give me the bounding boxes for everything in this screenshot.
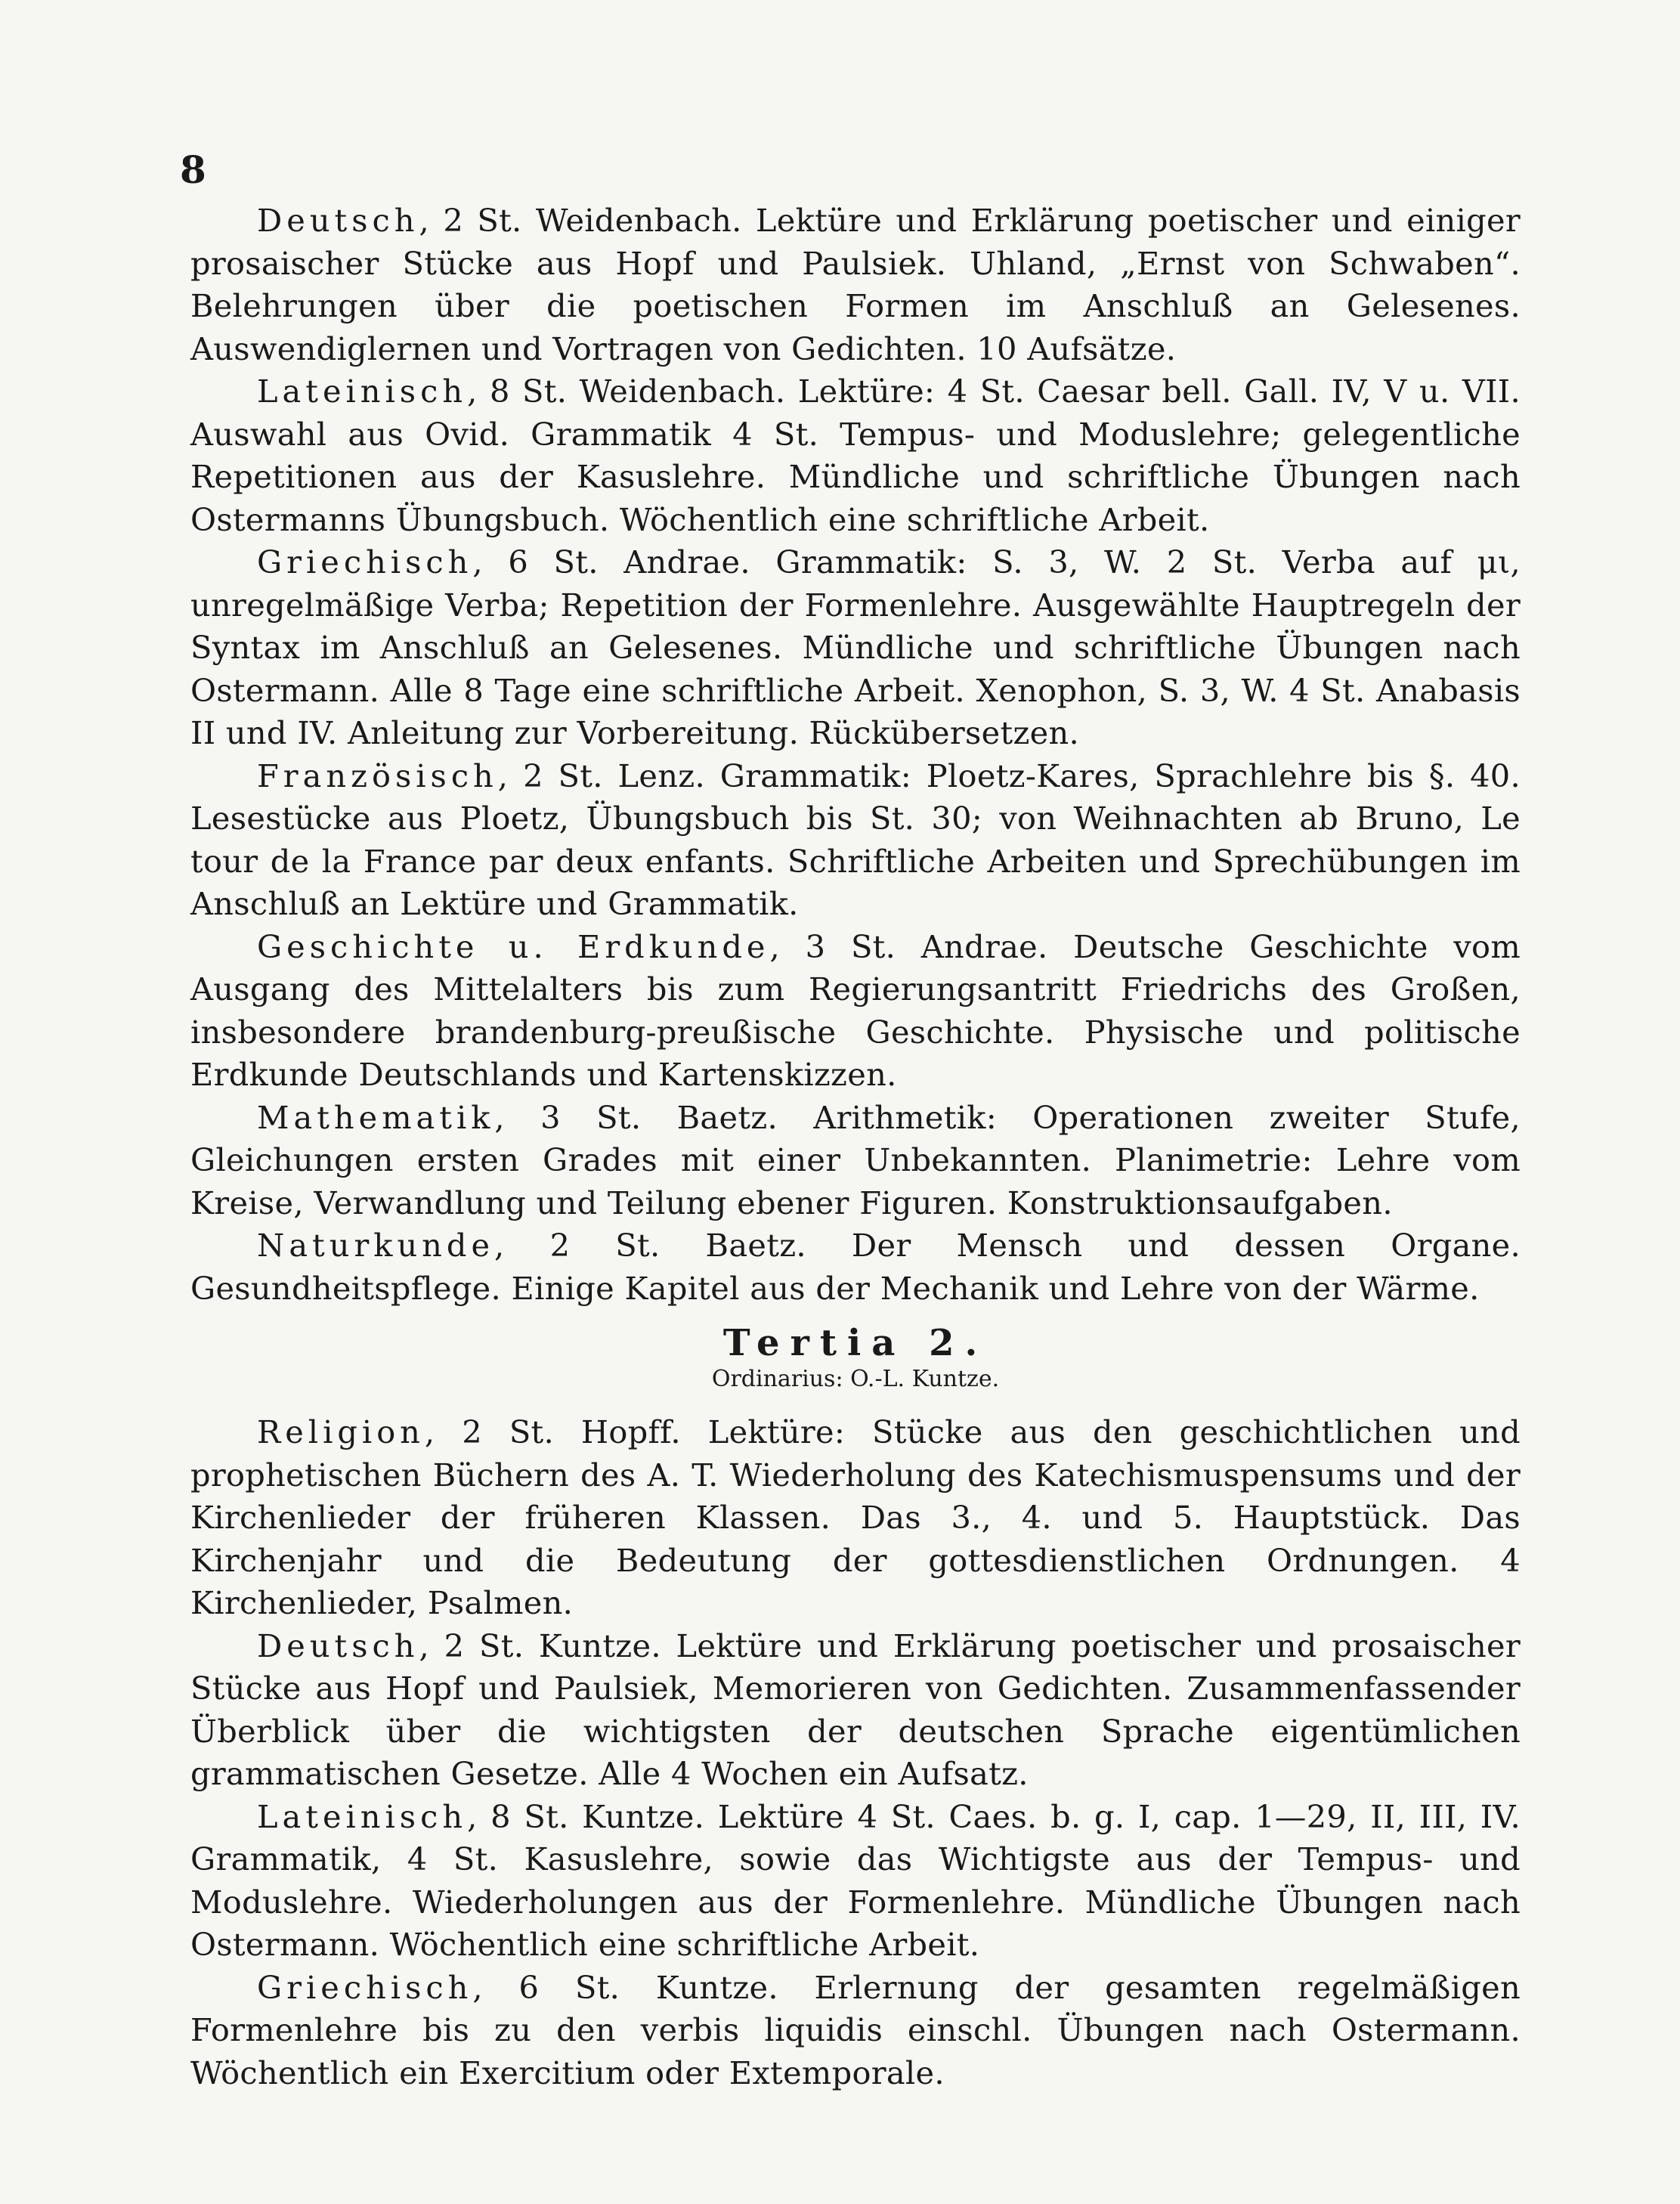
paragraph — [190, 1796, 1521, 1967]
paragraph — [190, 370, 1521, 541]
paragraph — [190, 1967, 1521, 2095]
paragraph-group-after — [190, 1411, 1521, 2094]
paragraph — [190, 541, 1521, 755]
paragraph-group-before — [190, 200, 1521, 1310]
paragraph — [190, 1097, 1521, 1225]
paragraph-text: , 8 St. Weidenbach. Lektüre: 4 St. Caesar bell. Gall. IV, V u. VII. Auswahl aus Ovid. Grammatik 4 St. Tempus- und Moduslehre; gelegentliche Repetitionen aus der Kasuslehre. Mündliche und schriftliche Übungen nach Ostermanns Übungsbuch. Wöchentlich eine schriftliche Arbeit. — [190, 373, 1521, 538]
paragraph — [190, 1625, 1521, 1796]
paragraph-text: , 2 St. Baetz. Der Mensch und dessen Organe. Gesundheitspflege. Einige Kapitel aus der Mechanik und Lehre von der Wärme. — [190, 1227, 1521, 1307]
paragraph-text: , 6 St. Kuntze. Erlernung der gesamten regelmäßigen Formenlehre bis zu den verbis liquidis einschl. Übungen nach Ostermann. Wöchentlich ein Exercitium oder Extemporale. — [190, 1968, 1521, 2091]
paragraph-text: , 2 St. Weidenbach. Lektüre und Erklärung poetischer und einiger prosaischer Stücke aus Hopf und Paulsiek. Uhland, „Ernst von Schwaben“. Belehrungen über die poetischen Formen im Anschluß an Gelesenes. Auswendiglernen und Vortragen von Gedichten. 10 Aufsätze. — [190, 202, 1521, 367]
section-title: Tertia 2. — [722, 1322, 989, 1364]
section-header — [190, 1322, 1521, 1395]
subject-heading: Deutsch — [257, 202, 419, 239]
subject-heading: Religion — [257, 1413, 425, 1450]
paragraph-text: , 2 St. Lenz. Grammatik: Ploetz-Kares, Sprachlehre bis §. 40. Lesestücke aus Ploetz, Übungsbuch bis St. 30; von Weihnachten ab Bruno, Le tour de la France par deux enfants. Schriftliche Arbeiten und Sprechübungen im Anschluß an Lektüre und Grammatik. — [190, 757, 1521, 922]
section-subtitle: Ordinarius: O.-L. Kuntze. — [711, 1366, 1000, 1392]
subject-heading: Griechisch — [257, 1968, 473, 2006]
paragraph-text: , 2 St. Kuntze. Lektüre und Erklärung poetischer und prosaischer Stücke aus Hopf und Paulsiek, Memorieren von Gedichten. Zusammenfassender Überblick über die wichtigsten der deutschen Sprache eigentümlichen grammatischen Gesetze. Alle 4 Wochen ein Aufsatz. — [190, 1627, 1521, 1792]
paragraph-text: , 2 St. Hopff. Lektüre: Stücke aus den geschichtlichen und prophetischen Büchern des A. T. Wiederholung des Katechismuspensums und der Kirchenlieder der früheren Klassen. Das 3., 4. und 5. Hauptstück. Das Kirchenjahr und die Bedeutung der gottesdienstlichen Ordnungen. 4 Kirchenlieder, Psalmen. — [190, 1413, 1521, 1621]
subject-heading: Deutsch — [257, 1627, 419, 1664]
paragraph — [190, 755, 1521, 926]
paragraph — [190, 1224, 1521, 1310]
subject-heading: Lateinisch — [257, 1797, 468, 1835]
paragraph — [190, 1411, 1521, 1625]
paragraph — [190, 200, 1521, 370]
text-body — [190, 200, 1521, 2094]
paragraph-text: , 6 St. Andrae. Grammatik: S. 3, W. 2 St. Verba auf μι, unregelmäßige Verba; Repetition der Formenlehre. Ausgewählte Hauptregeln der Syntax im Anschluß an Gelesenes. Mündliche und schriftliche Übungen nach Ostermann. Alle 8 Tage eine schriftliche Arbeit. Xenophon, S. 3, W. 4 St. Anabasis II und IV. Anleitung zur Vorbereitung. Rückübersetzen. — [190, 543, 1521, 751]
paragraph-text: , 8 St. Kuntze. Lektüre 4 St. Caes. b. g. I, cap. 1—29, II, III, IV. Grammatik, 4 St. Kasuslehre, sowie das Wichtigste aus der Tempus- und Moduslehre. Wiederholungen aus der Formenlehre. Mündliche Übungen nach Ostermann. Wöchentlich eine schriftliche Arbeit. — [190, 1797, 1521, 1963]
paragraph-text: , 3 St. Andrae. Deutsche Geschichte vom Ausgang des Mittelalters bis zum Regierungsantritt Friedrichs des Großen, insbesondere brandenburg-preußische Geschichte. Physische und politische Erdkunde Deutschlands und Kartenskizzen. — [190, 927, 1521, 1093]
subject-heading: Französisch — [257, 757, 498, 794]
subject-heading: Mathematik — [257, 1098, 495, 1136]
page-number: 8 — [180, 147, 206, 192]
subject-heading: Naturkunde — [257, 1227, 495, 1264]
subject-heading: Griechisch — [257, 543, 473, 580]
subject-heading: Geschichte u. Erdkunde — [257, 927, 770, 965]
paragraph — [190, 926, 1521, 1097]
subject-heading: Lateinisch — [257, 373, 468, 410]
paragraph-text: , 3 St. Baetz. Arithmetik: Operationen zweiter Stufe, Gleichungen ersten Grades mit einer Unbekannten. Planimetrie: Lehre vom Kreise, Verwandlung und Teilung ebener Figuren. Konstruktionsaufgaben. — [190, 1098, 1521, 1221]
